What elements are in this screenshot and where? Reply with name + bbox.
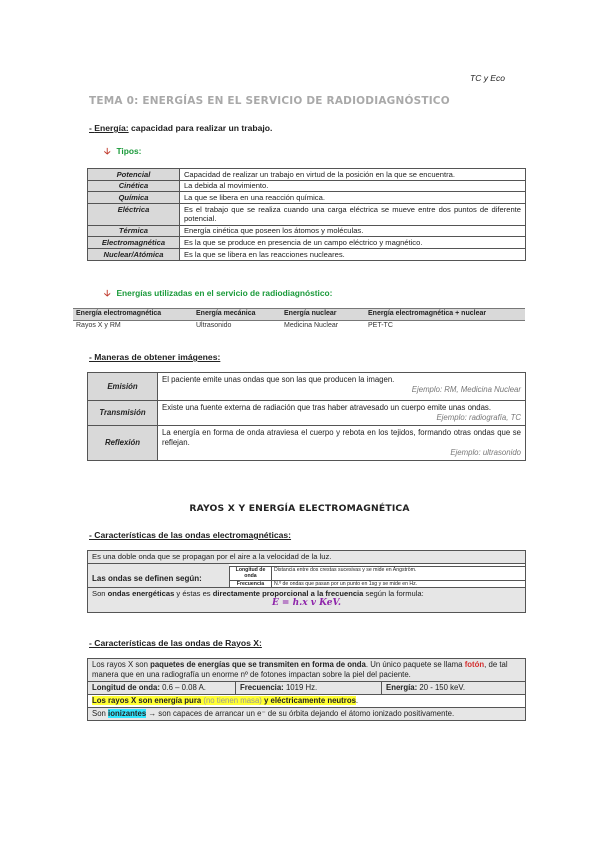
manera-text: El paciente emite unas ondas que son las que producen la imagen. — [162, 375, 395, 384]
rx-text: . Un único paquete se llama — [365, 660, 465, 669]
em-row-3 — [88, 588, 525, 612]
table-row — [88, 180, 526, 192]
em-row-2 — [88, 564, 525, 588]
section-title: RAYOS X Y ENERGÍA ELECTROMAGNÉTICA — [189, 503, 410, 514]
rx-highlight: Los rayos X son energía pura — [92, 695, 202, 705]
table-row — [88, 225, 526, 237]
manera-name: Transmisión — [88, 401, 158, 426]
rx-longitud — [88, 682, 236, 694]
energy-formula: E = h.x v KeV. — [271, 598, 342, 609]
tipo-desc: Energía cinética que poseen los átomos y moléculas. — [179, 225, 525, 237]
energia-prefix: - — [89, 123, 95, 133]
caract-em-heading: - Características de las ondas electromagnéticas: — [89, 530, 292, 540]
table-header-row — [73, 309, 525, 321]
em-text: Son — [92, 588, 108, 598]
tipos-heading-label: Tipos: — [116, 146, 142, 156]
tipo-name: Nuclear/Atómica — [88, 249, 180, 261]
manera-name: Reflexión — [88, 425, 158, 460]
manera-example: Ejemplo: ultrasonido — [450, 447, 521, 457]
tipo-name: Potencial — [88, 169, 180, 181]
em-def-table — [229, 564, 525, 587]
tipo-name: Cinética — [88, 180, 180, 192]
em-text: según la formula: — [363, 588, 424, 598]
manera-desc — [158, 373, 526, 401]
rx-box — [87, 658, 526, 721]
manera-example: Ejemplo: RM, Medicina Nuclear — [411, 384, 521, 394]
longitud-desc: Distancia entre dos crestas sucesivas y se mide en Angström. — [272, 567, 525, 582]
column-header: Energía nuclear — [281, 309, 365, 321]
table-row — [73, 320, 525, 331]
tipo-name: Eléctrica — [88, 204, 180, 225]
energia-definition — [89, 123, 272, 134]
em-box — [87, 550, 526, 613]
table-cell: Medicina Nuclear — [284, 321, 339, 329]
manera-example: Ejemplo: radiografía, TC — [436, 412, 521, 422]
rx-frecuencia-value: 1019 Hz. — [283, 682, 318, 692]
tipo-desc: Es el trabajo que se realiza cuando una carga eléctrica se mueve entre dos puntos de diferente potencial. — [179, 204, 525, 225]
rx-frecuencia — [236, 682, 382, 694]
table-row — [88, 204, 526, 225]
tipo-desc: La que se libera en una reacción química. — [179, 192, 525, 204]
table-row — [88, 249, 526, 261]
manera-name: Emisión — [88, 373, 158, 401]
foton-term: fotón — [464, 660, 485, 669]
maneras-table — [87, 372, 526, 461]
column-header: Energía mecánica — [193, 309, 281, 321]
header-tag: TC y Eco — [470, 73, 505, 83]
rx-row-3 — [88, 695, 525, 708]
rx-text-bold: paquetes de energías que se transmiten en forma de onda — [150, 660, 366, 669]
table-cell: Rayos X y RM — [76, 321, 121, 329]
rx-text: Son — [92, 708, 109, 718]
table-cell: Ultrasonido — [196, 321, 232, 329]
rx-energia-label: Energía: — [386, 682, 418, 692]
rx-highlight-note: (no tienen masa) — [201, 695, 265, 705]
table-row — [88, 425, 526, 460]
rx-text: , de tal manera que en una radiografía un enorme nº de fotones impactan sobre la piel del paciente. — [92, 660, 508, 679]
table-row — [88, 401, 526, 426]
arrow-down-icon: 🡣 — [104, 288, 111, 298]
tipo-name: Térmica — [88, 225, 180, 237]
rx-text: → son capaces de arrancar un e⁻ de su órbita dejando el átomo ionizado positivamente. — [146, 708, 455, 718]
ionizantes-term: ionizantes — [108, 708, 147, 718]
rx-row-1 — [88, 659, 525, 682]
em-row-1: Es una doble onda que se propagan por el aire a la velocidad de la luz. — [88, 551, 525, 564]
em-text: y éstas es — [174, 588, 213, 598]
column-header: Energía electromagnética — [73, 309, 193, 321]
table-row — [88, 237, 526, 249]
energia-def: capacidad para realizar un trabajo. — [128, 123, 273, 133]
arrow-down-icon: 🡣 — [104, 146, 111, 156]
table-row — [88, 192, 526, 204]
tipo-desc: La debida al movimiento. — [179, 180, 525, 192]
em-text-bold: directamente proporcional a la frecuencia — [212, 588, 364, 598]
rx-row-4 — [88, 708, 525, 720]
tipo-desc: Es la que se produce en presencia de un campo eléctrico y magnético. — [179, 237, 525, 249]
tipo-name: Electromagnética — [88, 237, 180, 249]
rx-row-2 — [88, 682, 525, 695]
column-header: Energía electromagnética + nuclear — [365, 309, 525, 321]
maneras-heading: - Maneras de obtener imágenes: — [89, 352, 221, 362]
page-title: TEMA 0: ENERGÍAS EN EL SERVICIO DE RADIODIAGNÓSTICO — [89, 95, 450, 107]
rx-energia-value: 20 - 150 keV. — [417, 682, 466, 692]
rx-highlight: y eléctricamente neutros — [264, 695, 356, 705]
rx-longitud-value: 0.6 – 0.08 A. — [160, 682, 206, 692]
em-def-label: Las ondas se definen según: — [88, 564, 229, 587]
longitud-label: Longitud de onda — [230, 567, 272, 582]
tipo-desc: Es la que se libera en las reacciones nucleares. — [179, 249, 525, 261]
table-row — [88, 169, 526, 181]
tipos-table — [87, 168, 526, 261]
manera-text: Existe una fuente externa de radiación que tras haber atravesado un cuerpo emite unas ondas. — [162, 403, 491, 412]
em-text-bold: ondas energéticas — [107, 588, 175, 598]
frecuencia-label: Frecuencia — [230, 581, 272, 588]
tipos-heading — [104, 146, 141, 158]
rx-frecuencia-label: Frecuencia: — [240, 682, 284, 692]
table-cell: PET-TC — [368, 321, 393, 329]
caract-rx-heading: - Características de las ondas de Rayos X: — [89, 638, 262, 648]
rx-text: . — [355, 695, 359, 705]
rx-text: Los rayos X son — [92, 660, 151, 669]
energias-table — [73, 308, 525, 332]
tipo-desc: Capacidad de realizar un trabajo en virtud de la posición en la que se encuentra. — [179, 169, 525, 181]
rx-energia — [382, 682, 525, 694]
frecuencia-desc: N.º de ondas que pasan por un punto en 1sg y se mide en Hz. — [274, 581, 418, 588]
energias-heading — [104, 288, 332, 300]
energia-term: Energía: — [94, 123, 129, 133]
table-row — [88, 373, 526, 401]
manera-text: La energía en forma de onda atraviesa el cuerpo y rebota en los tejidos, formando otras ondas que se reflejan. — [162, 427, 521, 447]
energias-heading-label: Energías utilizadas en el servicio de radiodiagnóstico: — [116, 288, 333, 298]
rx-longitud-label: Longitud de onda: — [92, 682, 160, 692]
tipo-name: Química — [88, 192, 180, 204]
manera-desc — [158, 425, 526, 460]
manera-desc — [158, 401, 526, 426]
